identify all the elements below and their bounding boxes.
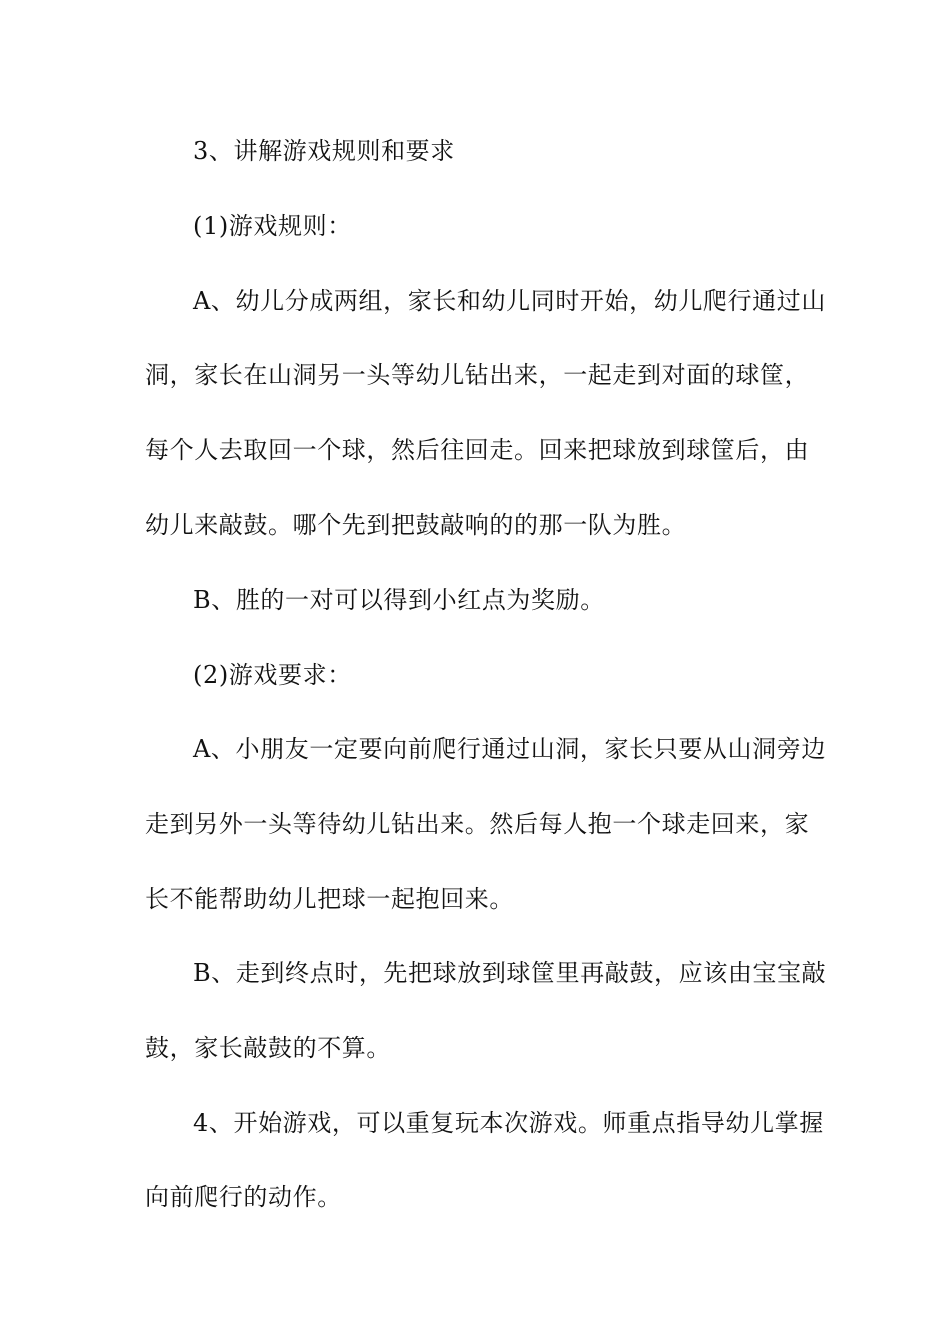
paragraph-line: 长不能帮助幼儿把球一起抱回来。 <box>145 885 514 913</box>
section-heading-3: 3、讲解游戏规则和要求 <box>193 137 455 165</box>
paragraph-line: A、小朋友一定要向前爬行通过山洞，家长只要从山洞旁边 <box>193 735 826 763</box>
paragraph-line: A、幼儿分成两组，家长和幼儿同时开始，幼儿爬行通过山 <box>193 287 826 315</box>
paragraph-line: 幼儿来敲鼓。哪个先到把鼓敲响的的那一队为胜。 <box>145 511 687 539</box>
paragraph-line: B、走到终点时，先把球放到球筐里再敲鼓，应该由宝宝敲 <box>193 959 827 987</box>
paragraph-line: 每个人去取回一个球，然后往回走。回来把球放到球筐后，由 <box>145 436 810 464</box>
paragraph-line: 洞，家长在山洞另一头等幼儿钻出来，一起走到对面的球筐， <box>145 361 810 389</box>
section-heading-4: 4、开始游戏，可以重复玩本次游戏。师重点指导幼儿掌握 <box>193 1109 824 1137</box>
paragraph-line: 走到另外一头等待幼儿钻出来。然后每人抱一个球走回来，家 <box>145 810 810 838</box>
paragraph-line: 向前爬行的动作。 <box>145 1183 342 1211</box>
paragraph-line: 鼓，家长敲鼓的不算。 <box>145 1034 391 1062</box>
paragraph-line: B、胜的一对可以得到小红点为奖励。 <box>193 586 605 614</box>
subheading-game-rules: (1)游戏规则： <box>193 212 352 240</box>
subheading-game-requirements: (2)游戏要求： <box>193 661 352 689</box>
